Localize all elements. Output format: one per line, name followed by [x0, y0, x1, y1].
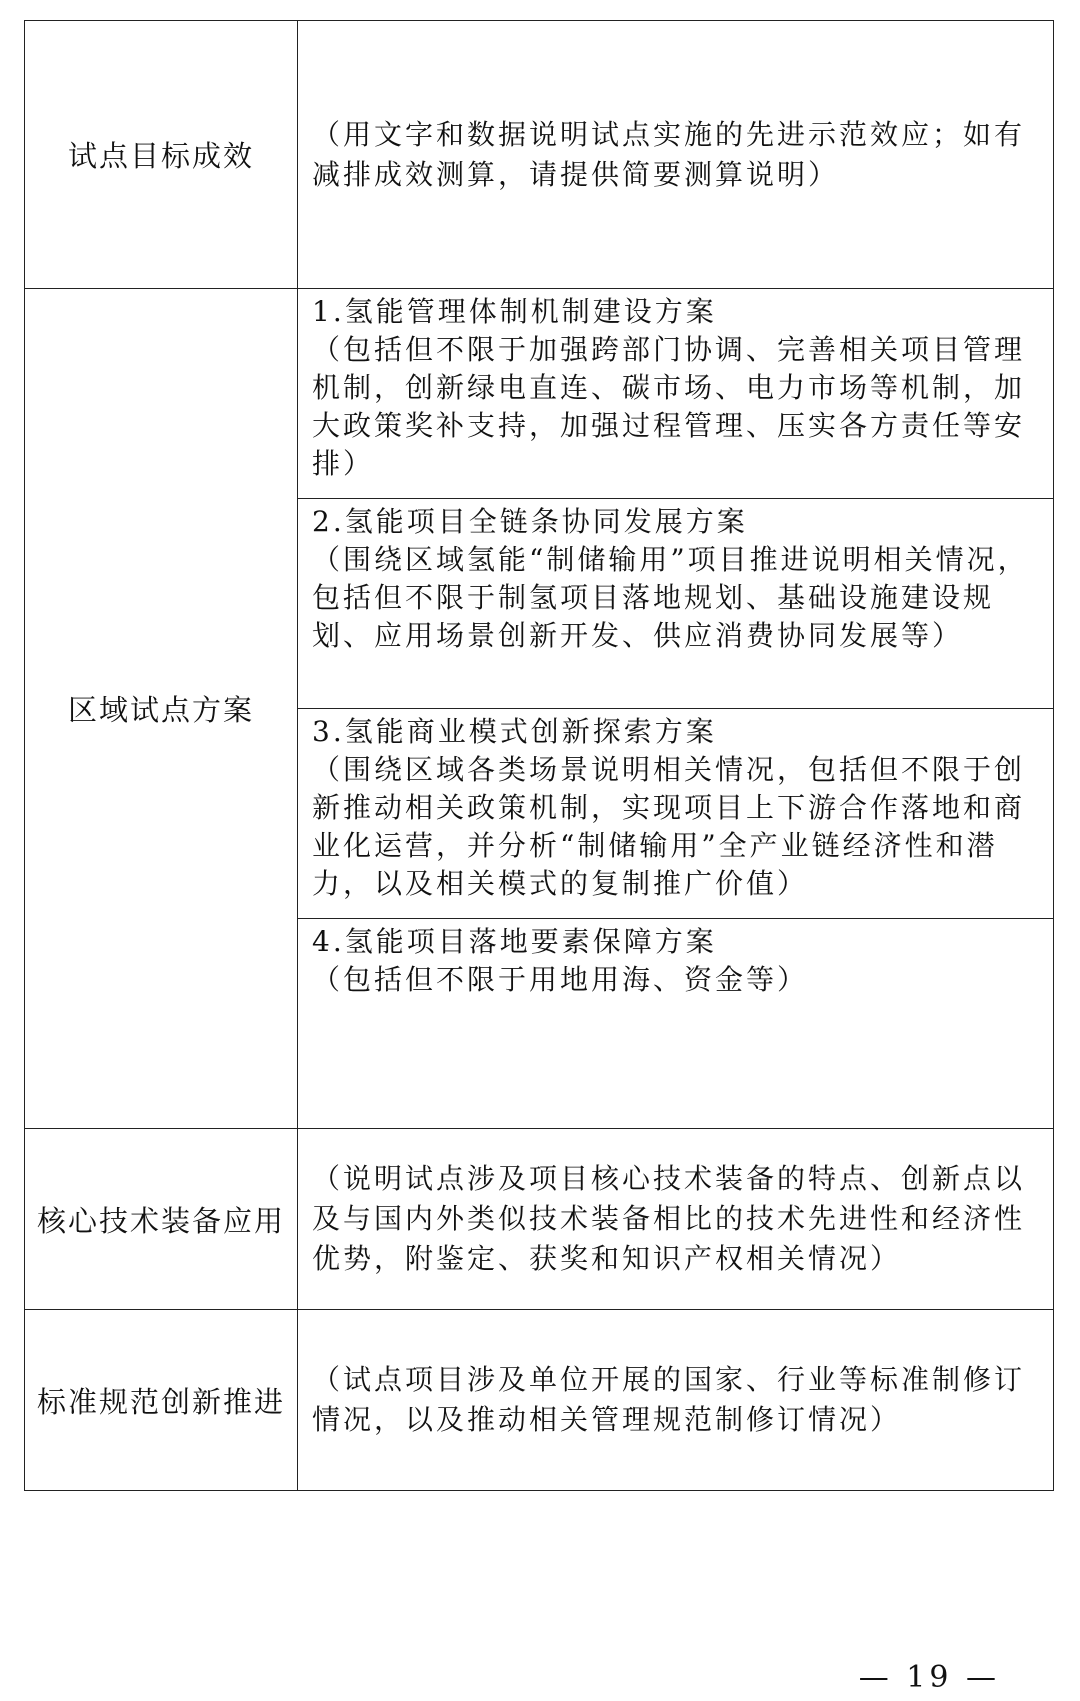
plan-item-title: 3.氢能商业模式创新探索方案: [312, 715, 717, 748]
table-row-core-tech: [25, 1129, 1054, 1310]
plan-item-desc: （围绕区域氢能“制储输用”项目推进说明相关情况，包括但不限于制氢项目落地规划、基础设施建设规划、应用场景创新开发、供应消费协同发展等）: [312, 543, 1029, 652]
table-row-regional-plan-1: [25, 289, 1054, 499]
plan-item-desc: （包括但不限于加强跨部门协调、完善相关项目管理机制，创新绿电直连、碳市场、电力市场等机制，加大政策奖补支持，加强过程管理、压实各方责任等安排）: [312, 333, 1026, 480]
table-row-standards: [25, 1310, 1054, 1491]
row-content-core-tech: （说明试点涉及项目核心技术装备的特点、创新点以及与国内外类似技术装备相比的技术先进性和经济性优势，附鉴定、获奖和知识产权相关情况）: [298, 1129, 1054, 1310]
row-label-standards: 标准规范创新推进: [25, 1310, 298, 1491]
row-label-regional-plan: 区域试点方案: [25, 289, 298, 1129]
page-number: — 19 —: [858, 1660, 1000, 1695]
table-row-pilot-goals: [25, 21, 1054, 289]
plan-item-title: 4.氢能项目落地要素保障方案: [312, 925, 717, 958]
plan-item-2: [298, 499, 1054, 709]
plan-item-desc: （包括但不限于用地用海、资金等）: [312, 963, 809, 996]
row-content-pilot-goals: （用文字和数据说明试点实施的先进示范效应；如有减排成效测算，请提供简要测算说明）: [298, 21, 1054, 289]
plan-item-4: [298, 919, 1054, 1129]
row-content-standards: （试点项目涉及单位开展的国家、行业等标准制修订情况，以及推动相关管理规范制修订情况）: [298, 1310, 1054, 1491]
row-label-core-tech: 核心技术装备应用: [25, 1129, 298, 1310]
plan-item-title: 1.氢能管理体制机制建设方案: [312, 295, 717, 328]
plan-item-3: [298, 709, 1054, 919]
plan-item-title: 2.氢能项目全链条协同发展方案: [312, 505, 748, 538]
plan-item-desc: （围绕区域各类场景说明相关情况，包括但不限于创新推动相关政策机制，实现项目上下游合作落地和商业化运营，并分析“制储输用”全产业链经济性和潜力，以及相关模式的复制推广价值）: [312, 753, 1026, 900]
plan-item-1: [298, 289, 1054, 499]
row-label-pilot-goals: 试点目标成效: [25, 21, 298, 289]
application-form-table: [24, 20, 1054, 1491]
